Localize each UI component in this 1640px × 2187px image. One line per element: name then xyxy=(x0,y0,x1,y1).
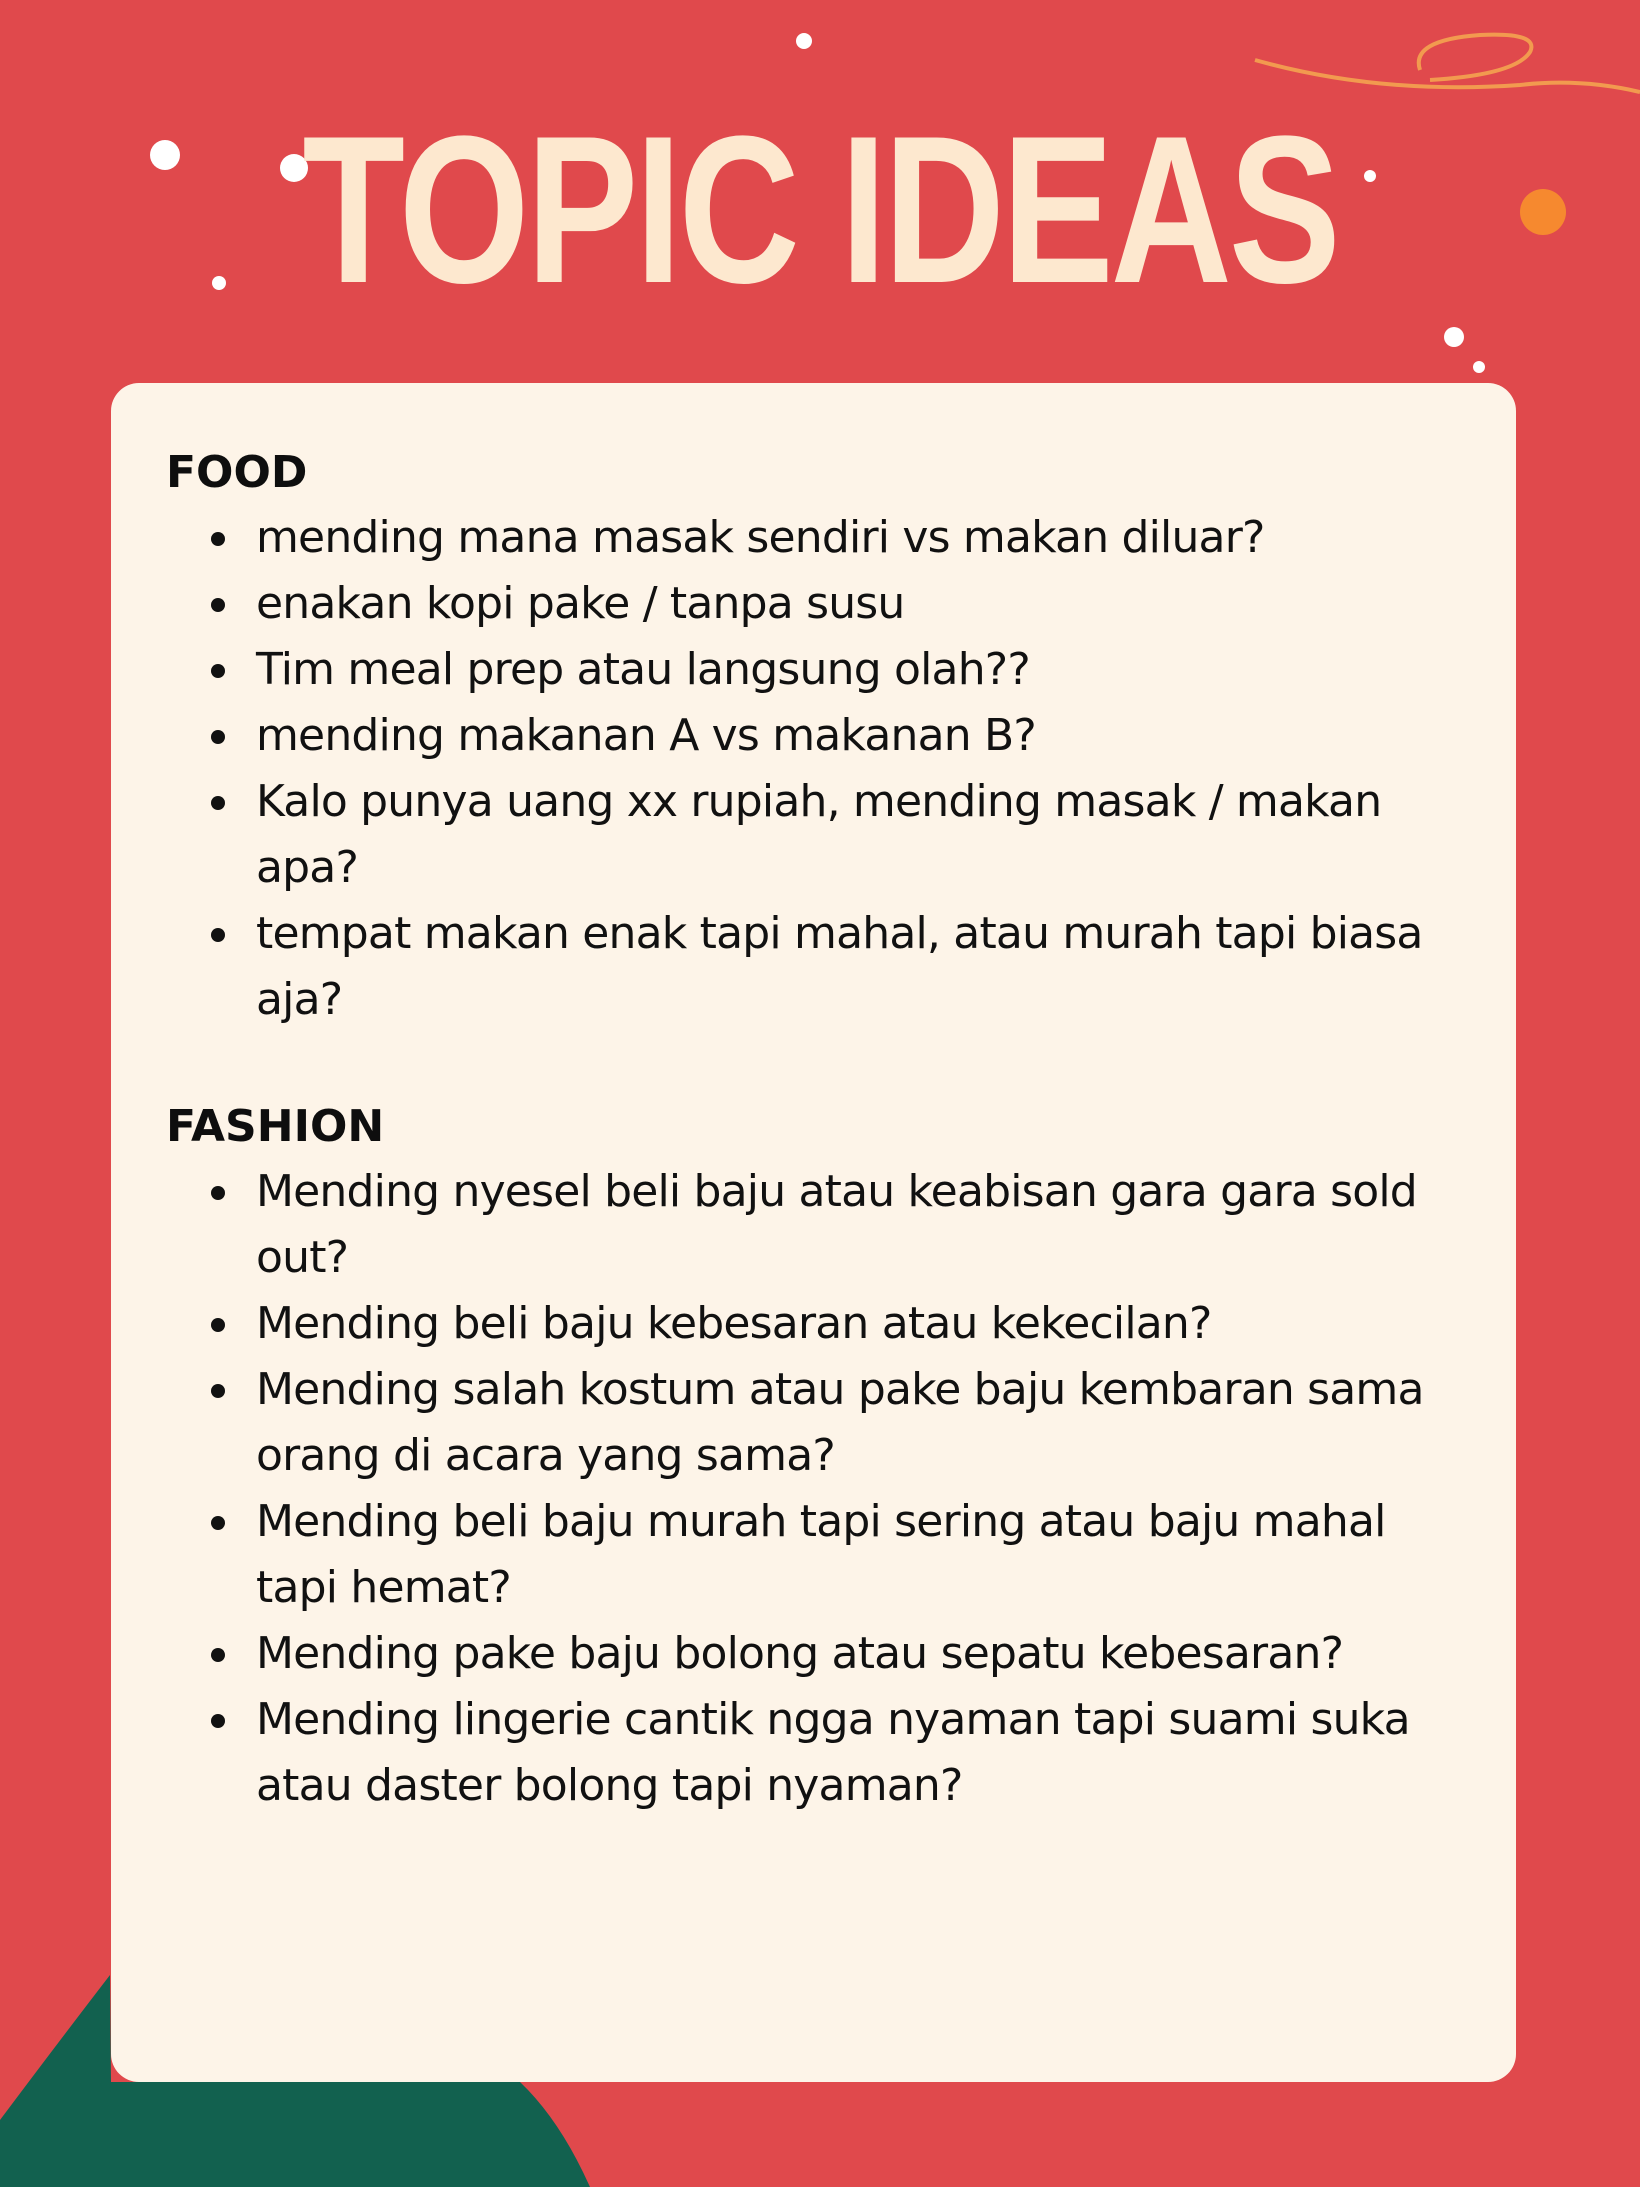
list-item-text: Mending salah kostum atau pake baju kembaran sama orang di acara yang sama? xyxy=(256,1364,1424,1481)
list-item-text: mending mana masak sendiri vs makan diluar? xyxy=(256,512,1265,563)
list-item xyxy=(166,769,1476,901)
bullet-icon xyxy=(211,1384,225,1398)
list-item-text: Mending lingerie cantik ngga nyaman tapi suami suka atau daster bolong tapi nyaman? xyxy=(256,1694,1410,1811)
section-heading: FASHION xyxy=(166,1101,385,1152)
list-item xyxy=(166,901,1476,1033)
white-dot xyxy=(1444,327,1464,347)
list-item-text: Mending beli baju kebesaran atau kekecilan? xyxy=(256,1298,1212,1349)
bullet-icon xyxy=(211,928,225,942)
orange-squiggle xyxy=(1255,35,1640,92)
bullet-icon xyxy=(211,1648,225,1662)
section-food xyxy=(166,445,1476,1033)
page-title: TOPIC IDEAS xyxy=(302,92,1338,327)
list-item xyxy=(166,571,1476,637)
list-item-text: enakan kopi pake / tanpa susu xyxy=(256,578,905,629)
white-dot xyxy=(1473,361,1485,373)
section-fashion xyxy=(166,1099,1476,1819)
list-item xyxy=(166,1621,1476,1687)
list-item xyxy=(166,1159,1476,1291)
bullet-icon xyxy=(211,1516,225,1530)
list-item xyxy=(166,637,1476,703)
list-item xyxy=(166,1357,1476,1489)
list-item-text: Kalo punya uang xx rupiah, mending masak / makan apa? xyxy=(256,776,1382,893)
bullet-icon xyxy=(211,1186,225,1200)
bullet-icon xyxy=(211,730,225,744)
list-item xyxy=(166,1489,1476,1621)
list-item-text: Mending nyesel beli baju atau keabisan gara gara sold out? xyxy=(256,1166,1417,1283)
white-dot xyxy=(796,33,812,49)
bullet-icon xyxy=(211,532,225,546)
list-item-text: mending makanan A vs makanan B? xyxy=(256,710,1036,761)
list-item xyxy=(166,1291,1476,1357)
bullet-icon xyxy=(211,1714,225,1728)
topic-list xyxy=(166,505,1476,1033)
list-item-text: Mending pake baju bolong atau sepatu kebesaran? xyxy=(256,1628,1344,1679)
list-item-text: Mending beli baju murah tapi sering atau baju mahal tapi hemat? xyxy=(256,1496,1386,1613)
list-item-text: Tim meal prep atau langsung olah?? xyxy=(256,644,1030,695)
bullet-icon xyxy=(211,664,225,678)
list-item-text: tempat makan enak tapi mahal, atau murah tapi biasa aja? xyxy=(256,908,1423,1025)
orange-dot xyxy=(1520,189,1566,235)
section-heading: FOOD xyxy=(166,447,308,498)
bullet-icon xyxy=(211,796,225,810)
list-item xyxy=(166,505,1476,571)
bullet-icon xyxy=(211,1318,225,1332)
topic-list xyxy=(166,1159,1476,1819)
list-item xyxy=(166,1687,1476,1819)
bullet-icon xyxy=(211,598,225,612)
list-item xyxy=(166,703,1476,769)
topic-card xyxy=(111,383,1516,2082)
